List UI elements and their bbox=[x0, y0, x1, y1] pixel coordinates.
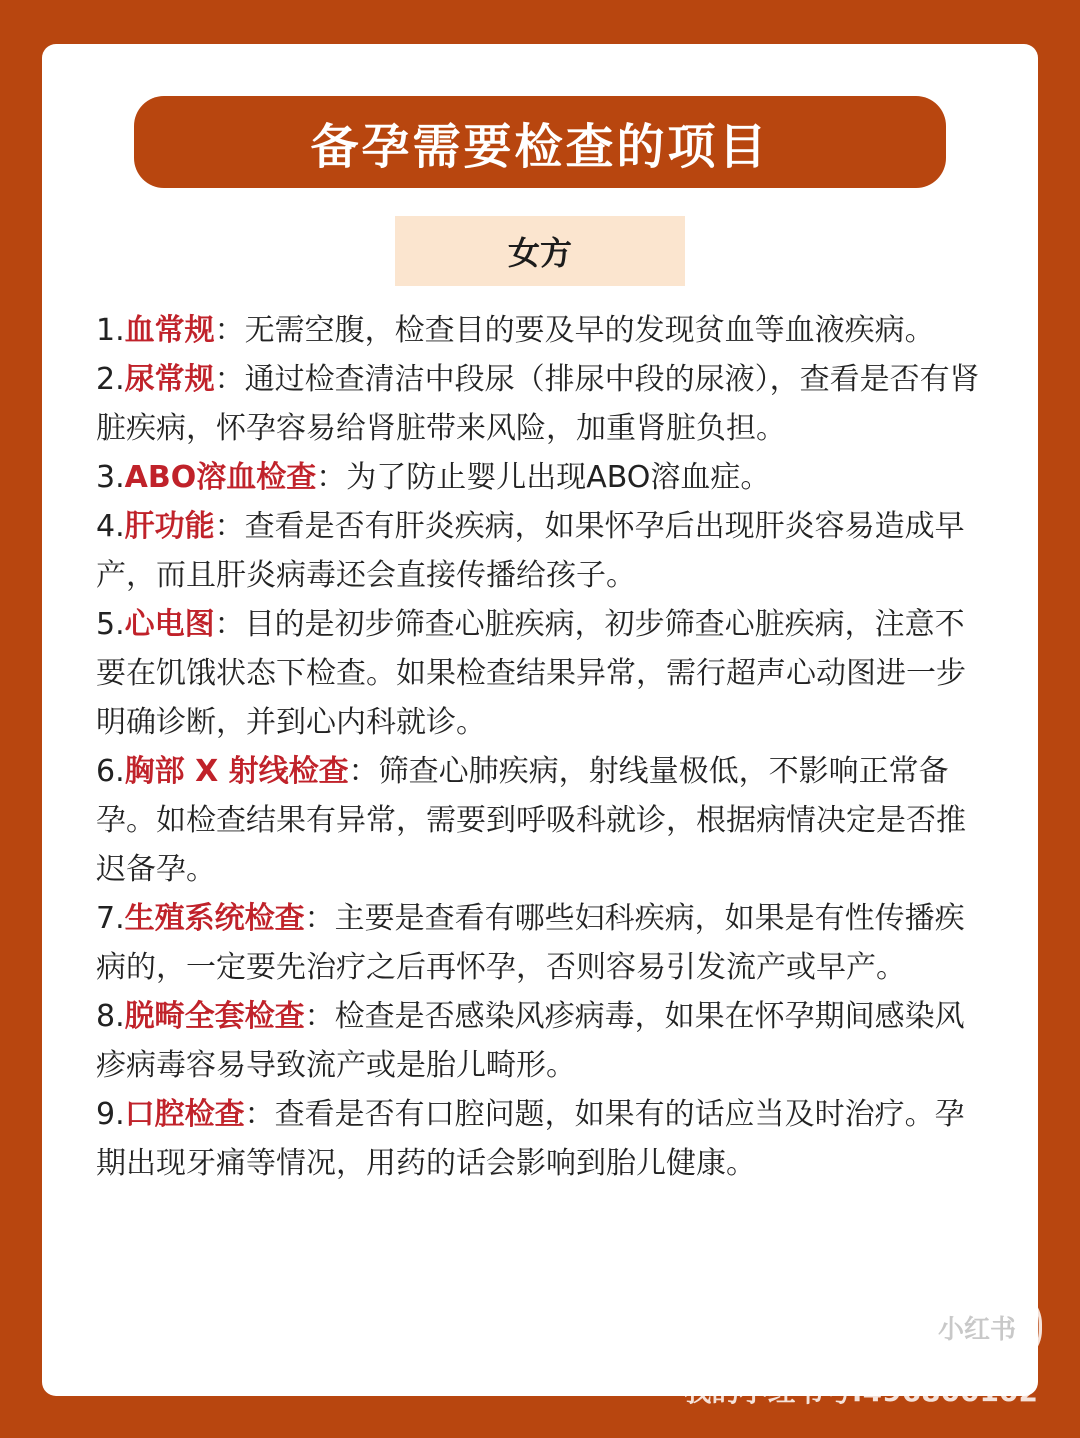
item-term: 口腔检查 bbox=[124, 1097, 245, 1132]
item-term: 血常规 bbox=[124, 313, 215, 348]
item-number: 9. bbox=[96, 1097, 125, 1132]
item-number: 8. bbox=[96, 999, 125, 1034]
item-number: 7. bbox=[96, 901, 125, 936]
item-term: 胸部 X 射线检查 bbox=[124, 754, 349, 789]
item-colon: ： bbox=[304, 999, 335, 1034]
item-term: 心电图 bbox=[124, 607, 215, 642]
checkup-item bbox=[96, 600, 980, 747]
content-card bbox=[42, 44, 1038, 1396]
item-term: 脱畸全套检查 bbox=[124, 999, 305, 1034]
item-description: 为了防止婴儿出现ABO溶血症。 bbox=[346, 460, 771, 495]
item-description: 目的是初步筛查心脏疾病，初步筛查心脏疾病，注意不要在饥饿状态下检查。如果检查结果异常，需行超声心动图进一步明确诊断，并到心内科就诊。 bbox=[96, 607, 966, 740]
item-number: 5. bbox=[96, 607, 125, 642]
item-description: 查看是否有口腔问题，如果有的话应当及时治疗。孕期出现牙痛等情况，用药的话会影响到胎儿健康。 bbox=[96, 1097, 965, 1181]
section-label-box bbox=[395, 216, 685, 286]
item-term: 尿常规 bbox=[124, 362, 215, 397]
checkup-item bbox=[96, 306, 980, 355]
page-title: 备孕需要检查的项目 bbox=[310, 118, 770, 175]
checkup-item bbox=[96, 1090, 980, 1188]
item-number: 1. bbox=[96, 313, 125, 348]
item-colon: ： bbox=[214, 509, 245, 544]
item-term: 生殖系统检查 bbox=[124, 901, 305, 936]
checkup-item bbox=[96, 502, 980, 600]
item-colon: ： bbox=[214, 313, 245, 348]
item-colon: ： bbox=[244, 1097, 275, 1132]
item-description: 检查是否感染风疹病毒，如果在怀孕期间感染风疹病毒容易导致流产或是胎儿畸形。 bbox=[96, 999, 965, 1083]
watermark-logo-text: 小红书 bbox=[937, 1314, 1016, 1345]
section-label: 女方 bbox=[507, 234, 572, 272]
item-number: 3. bbox=[96, 460, 125, 495]
item-description: 通过检查清洁中段尿（排尿中段的尿液），查看是否有肾脏疾病，怀孕容易给肾脏带来风险，加重肾脏负担。 bbox=[96, 362, 980, 446]
item-term: 肝功能 bbox=[124, 509, 215, 544]
item-colon: ： bbox=[304, 901, 335, 936]
item-number: 6. bbox=[96, 754, 125, 789]
checkup-item bbox=[96, 894, 980, 992]
checkup-item bbox=[96, 355, 980, 453]
item-description: 无需空腹，检查目的要及早的发现贫血等血液疾病。 bbox=[244, 313, 935, 348]
watermark-logo bbox=[912, 1288, 1042, 1366]
item-number: 2. bbox=[96, 362, 125, 397]
item-colon: ： bbox=[214, 362, 245, 397]
checkup-item bbox=[96, 747, 980, 894]
item-term: ABO溶血检查 bbox=[124, 460, 317, 495]
item-description: 筛查心肺疾病，射线量极低，不影响正常备孕。如检查结果有异常，需要到呼吸科就诊，根据病情决定是否推迟备孕。 bbox=[96, 754, 966, 887]
title-banner bbox=[134, 96, 946, 188]
item-colon: ： bbox=[316, 460, 347, 495]
item-colon: ： bbox=[348, 754, 379, 789]
item-number: 4. bbox=[96, 509, 125, 544]
item-colon: ： bbox=[214, 607, 245, 642]
checkup-item bbox=[96, 992, 980, 1090]
item-description: 查看是否有肝炎疾病，如果怀孕后出现肝炎容易造成早产，而且肝炎病毒还会直接传播给孩子。 bbox=[96, 509, 965, 593]
item-description: 主要是查看有哪些妇科疾病，如果是有性传播疾病的，一定要先治疗之后再怀孕，否则容易引发流产或早产。 bbox=[96, 901, 965, 985]
watermark-account-id: 我的小红书号:496800102 bbox=[683, 1375, 1038, 1408]
checkup-item bbox=[96, 453, 980, 502]
checkup-list bbox=[96, 306, 980, 1188]
